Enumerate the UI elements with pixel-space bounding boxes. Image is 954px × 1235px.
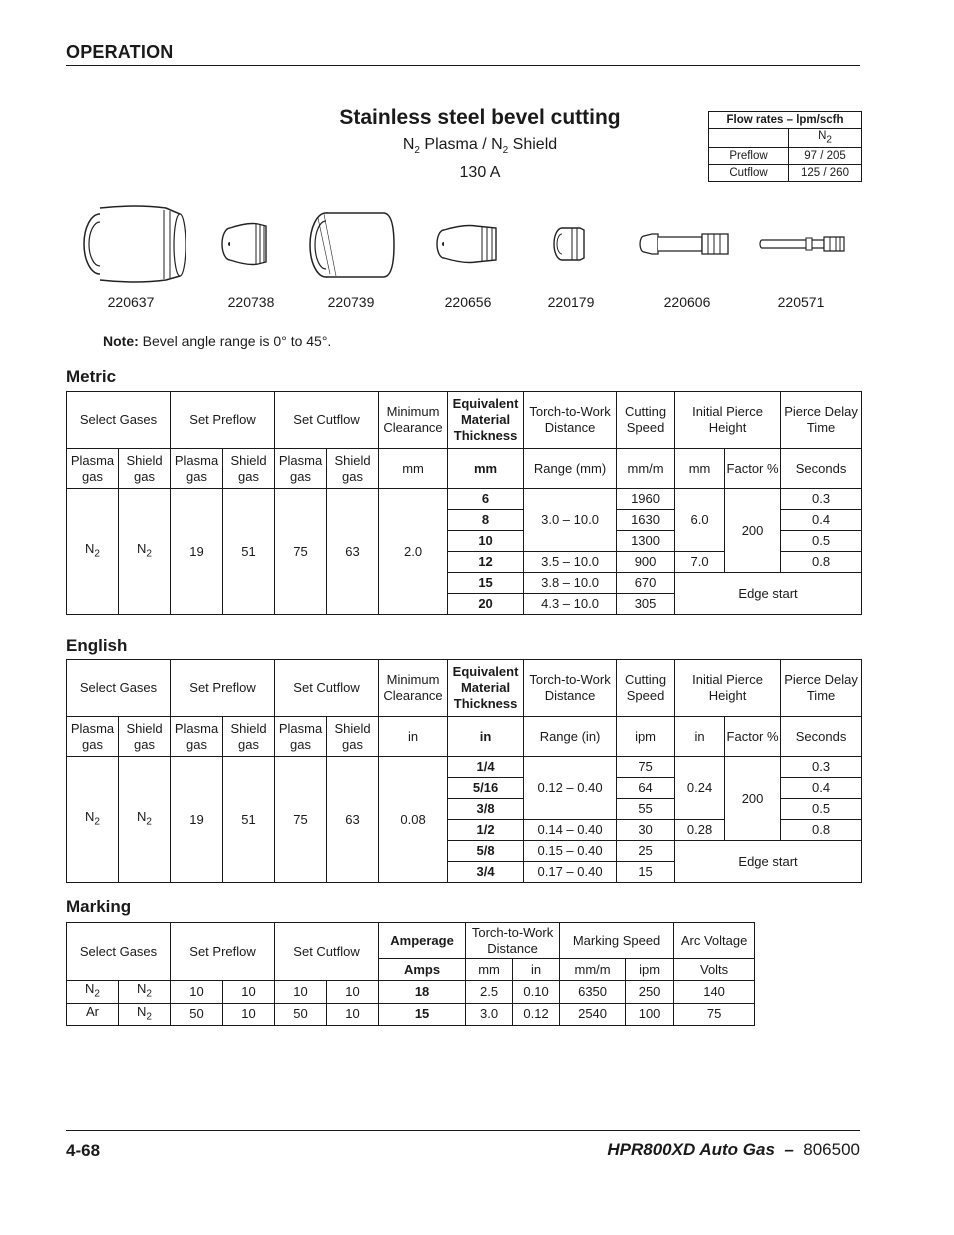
swirl-ring-part-icon (536, 200, 606, 286)
range-cell: 0.15 – 0.40 (524, 841, 617, 862)
part-number: 220606 (663, 294, 711, 310)
page-number: 4-68 (66, 1141, 101, 1160)
retaining-cap-part-icon (206, 200, 296, 286)
unit-mm: mm (466, 959, 513, 981)
metric-heading: Metric (66, 367, 117, 386)
part-swirl-ring (536, 200, 606, 310)
plasma-gas-cell (67, 489, 119, 615)
part-retaining-cap (296, 200, 406, 310)
subscript: 2 (414, 145, 420, 157)
subscript: 2 (146, 816, 152, 828)
unit-in: in (513, 959, 560, 981)
section-title: OPERATION (66, 42, 174, 62)
speed-cell: 305 (617, 594, 675, 615)
marking-table (66, 922, 755, 1026)
speed-cell: 64 (617, 778, 675, 799)
speed-cell: 15 (617, 862, 675, 883)
part-nozzle-retaining (206, 200, 296, 310)
gas-text: N (85, 540, 95, 556)
sub-plasma-gas: Plasma gas (67, 717, 119, 757)
col-cutting-speed: Cutting Speed (617, 392, 675, 449)
col-set-cutflow: Set Cutflow (275, 923, 379, 981)
page-title: Stainless steel bevel cutting (339, 106, 621, 129)
note-label: Note: (103, 333, 139, 349)
document-number: 806500 (803, 1140, 860, 1159)
title-dash: – (774, 1140, 804, 1159)
factor-cell: 200 (725, 489, 781, 573)
english-heading: English (66, 636, 128, 655)
mm-cell: 2.5 (466, 981, 513, 1004)
unit-seconds: Seconds (781, 717, 862, 757)
sub-plasma-gas: Plasma gas (171, 717, 223, 757)
sub-plasma-gas: Plasma gas (275, 717, 327, 757)
range-cell: 0.12 – 0.40 (524, 757, 617, 820)
clearance-cell: 2.0 (379, 489, 448, 615)
col-min-clearance: Minimum Clearance (379, 392, 448, 449)
subscript: 2 (146, 988, 152, 1000)
mmm-cell: 2540 (560, 1003, 626, 1026)
mm-cell: 3.0 (466, 1003, 513, 1026)
preflow-plasma-cell: 50 (171, 1003, 223, 1026)
part-number: 220738 (227, 294, 275, 310)
preflow-shield-cell: 51 (223, 489, 275, 615)
height-cell: 7.0 (675, 552, 725, 573)
factor-cell: 200 (725, 757, 781, 841)
cutflow-plasma-cell: 75 (275, 489, 327, 615)
subscript: 2 (146, 548, 152, 560)
thickness-cell: 8 (448, 510, 524, 531)
unit-thickness: in (448, 717, 524, 757)
gas-text: N (137, 808, 147, 824)
col-select-gases: Select Gases (67, 660, 171, 717)
flow-rates-title: Flow rates – lpm/scfh (709, 112, 862, 129)
plasma-gas-cell (67, 1003, 119, 1026)
plasma-gas-cell (67, 981, 119, 1004)
range-cell: 0.17 – 0.40 (524, 862, 617, 883)
unit-height: in (675, 717, 725, 757)
flow-rates-blank (709, 129, 789, 148)
part-number: 220179 (547, 294, 595, 310)
part-nozzle (426, 200, 510, 310)
sub-shield-gas: Shield gas (327, 717, 379, 757)
cutflow-plasma-cell: 10 (275, 981, 327, 1004)
flow-rates-table (708, 111, 862, 182)
speed-cell: 1630 (617, 510, 675, 531)
unit-speed: mm/m (617, 449, 675, 489)
thickness-cell: 20 (448, 594, 524, 615)
thickness-cell: 12 (448, 552, 524, 573)
electrode-part-icon (632, 200, 742, 286)
unit-ipm: ipm (626, 959, 674, 981)
range-cell: 3.8 – 10.0 (524, 573, 617, 594)
clearance-cell: 0.08 (379, 757, 448, 883)
shield-gas-cell (119, 489, 171, 615)
flow-row-value: 97 / 205 (789, 148, 862, 165)
note-text: Bevel angle range is 0° to 45°. (138, 333, 332, 349)
page-header (66, 42, 860, 66)
thickness-cell: 5/16 (448, 778, 524, 799)
volts-cell: 75 (674, 1003, 755, 1026)
range-cell: 0.14 – 0.40 (524, 820, 617, 841)
col-equiv-thickness: Equivalent Material Thickness (448, 392, 524, 449)
col-set-cutflow: Set Cutflow (275, 660, 379, 717)
amps-cell: 18 (379, 981, 466, 1004)
delay-cell: 0.3 (781, 757, 862, 778)
delay-cell: 0.8 (781, 552, 862, 573)
page-footer (66, 1130, 860, 1160)
part-shield (76, 200, 186, 310)
ipm-cell: 250 (626, 981, 674, 1004)
unit-height: mm (675, 449, 725, 489)
sub-shield-gas: Shield gas (223, 449, 275, 489)
part-number: 220637 (107, 294, 155, 310)
col-arc-voltage: Arc Voltage (674, 923, 755, 959)
col-pierce-delay: Pierce Delay Time (781, 660, 862, 717)
thickness-cell: 3/8 (448, 799, 524, 820)
col-equiv-thickness: Equivalent Material Thickness (448, 660, 524, 717)
preflow-shield-cell: 10 (223, 981, 275, 1004)
col-set-cutflow: Set Cutflow (275, 392, 379, 449)
ipm-cell: 100 (626, 1003, 674, 1026)
col-min-clearance: Minimum Clearance (379, 660, 448, 717)
sub-shield-gas: Shield gas (119, 717, 171, 757)
amperage-subtitle: 130 A (459, 164, 501, 182)
shield-part-icon (76, 200, 186, 286)
col-amperage: Amperage (379, 923, 466, 959)
speed-cell: 900 (617, 552, 675, 573)
subtitle-text: Shield (508, 136, 558, 153)
sub-plasma-gas: Plasma gas (67, 449, 119, 489)
gas-subtitle (260, 136, 700, 156)
gas-text: N (137, 981, 147, 996)
gas-text: N (137, 1003, 147, 1019)
cutflow-plasma-cell: 75 (275, 757, 327, 883)
height-cell: 6.0 (675, 489, 725, 552)
sub-plasma-gas: Plasma gas (171, 449, 223, 489)
cutflow-shield-cell: 10 (327, 981, 379, 1004)
cutflow-shield-cell: 10 (327, 1003, 379, 1026)
subtitle-text: Plasma / N (419, 136, 503, 153)
english-cut-table (66, 659, 862, 883)
unit-amps: Amps (379, 959, 466, 981)
speed-cell: 30 (617, 820, 675, 841)
unit-range: Range (mm) (524, 449, 617, 489)
amps-cell: 15 (379, 1003, 466, 1026)
flow-row-label: Cutflow (709, 165, 789, 182)
shield-gas-cell (119, 757, 171, 883)
table-row (67, 981, 755, 1004)
document-title (607, 1140, 860, 1160)
col-set-preflow: Set Preflow (171, 923, 275, 981)
preflow-plasma-cell: 10 (171, 981, 223, 1004)
thickness-cell: 10 (448, 531, 524, 552)
unit-factor: Factor % (725, 717, 781, 757)
delay-cell: 0.5 (781, 799, 862, 820)
cutflow-shield-cell: 63 (327, 757, 379, 883)
unit-mmm: mm/m (560, 959, 626, 981)
subscript: 2 (94, 816, 100, 828)
flow-row-value: 125 / 260 (789, 165, 862, 182)
height-cell: 0.28 (675, 820, 725, 841)
shield-gas-cell (119, 981, 171, 1004)
unit-speed: ipm (617, 717, 675, 757)
speed-cell: 25 (617, 841, 675, 862)
thickness-cell: 5/8 (448, 841, 524, 862)
part-number: 220739 (327, 294, 375, 310)
subscript: 2 (826, 134, 832, 146)
subscript: 2 (146, 1011, 152, 1023)
cutflow-plasma-cell: 50 (275, 1003, 327, 1026)
col-pierce-delay: Pierce Delay Time (781, 392, 862, 449)
col-initial-pierce: Initial Pierce Height (675, 660, 781, 717)
col-torch-to-work: Torch-to-Work Distance (524, 660, 617, 717)
product-name: HPR800XD Auto Gas (607, 1140, 775, 1159)
in-cell: 0.10 (513, 981, 560, 1004)
delay-cell: 0.5 (781, 531, 862, 552)
height-cell: 0.24 (675, 757, 725, 820)
speed-cell: 55 (617, 799, 675, 820)
sub-shield-gas: Shield gas (327, 449, 379, 489)
shield-gas-cell (119, 1003, 171, 1026)
part-electrode (632, 200, 742, 310)
table-row (67, 1003, 755, 1026)
range-cell: 3.0 – 10.0 (524, 489, 617, 552)
delay-cell: 0.3 (781, 489, 862, 510)
part-number: 220571 (777, 294, 825, 310)
thickness-cell: 6 (448, 489, 524, 510)
col-set-preflow: Set Preflow (171, 660, 275, 717)
speed-cell: 1960 (617, 489, 675, 510)
preflow-plasma-cell: 19 (171, 757, 223, 883)
nozzle-part-icon (426, 200, 510, 286)
col-select-gases: Select Gases (67, 392, 171, 449)
gas-text: N (137, 540, 147, 556)
unit-seconds: Seconds (781, 449, 862, 489)
speed-cell: 670 (617, 573, 675, 594)
preflow-shield-cell: 10 (223, 1003, 275, 1026)
part-number: 220656 (444, 294, 492, 310)
unit-factor: Factor % (725, 449, 781, 489)
range-cell: 4.3 – 10.0 (524, 594, 617, 615)
unit-volts: Volts (674, 959, 755, 981)
preflow-shield-cell: 51 (223, 757, 275, 883)
subscript: 2 (94, 548, 100, 560)
edge-start-cell: Edge start (675, 573, 862, 615)
bevel-note (103, 333, 331, 349)
unit-range: Range (in) (524, 717, 617, 757)
col-torch-to-work: Torch-to-Work Distance (466, 923, 560, 959)
thickness-cell: 1/2 (448, 820, 524, 841)
col-select-gases: Select Gases (67, 923, 171, 981)
gas-text: Ar (86, 1003, 99, 1019)
preflow-plasma-cell: 19 (171, 489, 223, 615)
unit-clearance: in (379, 717, 448, 757)
col-set-preflow: Set Preflow (171, 392, 275, 449)
sub-shield-gas: Shield gas (119, 449, 171, 489)
thickness-cell: 1/4 (448, 757, 524, 778)
gas-text: N (85, 808, 95, 824)
range-cell: 3.5 – 10.0 (524, 552, 617, 573)
edge-start-cell: Edge start (675, 841, 862, 883)
col-initial-pierce: Initial Pierce Height (675, 392, 781, 449)
col-torch-to-work: Torch-to-Work Distance (524, 392, 617, 449)
unit-clearance: mm (379, 449, 448, 489)
mmm-cell: 6350 (560, 981, 626, 1004)
gas-text: N (818, 130, 827, 142)
plasma-gas-cell (67, 757, 119, 883)
sub-plasma-gas: Plasma gas (275, 449, 327, 489)
subtitle-text: N (402, 136, 415, 153)
sub-shield-gas: Shield gas (223, 717, 275, 757)
subscript: 2 (502, 145, 509, 157)
unit-thickness: mm (448, 449, 524, 489)
thickness-cell: 15 (448, 573, 524, 594)
in-cell: 0.12 (513, 1003, 560, 1026)
speed-cell: 75 (617, 757, 675, 778)
speed-cell: 1300 (617, 531, 675, 552)
col-cutting-speed: Cutting Speed (617, 660, 675, 717)
gas-text: N (85, 981, 95, 996)
consumable-parts (66, 200, 860, 310)
water-tube-part-icon (746, 200, 856, 286)
marking-heading: Marking (66, 897, 132, 916)
volts-cell: 140 (674, 981, 755, 1004)
cutflow-shield-cell: 63 (327, 489, 379, 615)
cap-part-icon (296, 200, 406, 286)
subscript: 2 (94, 988, 100, 1000)
part-water-tube (746, 200, 856, 310)
delay-cell: 0.8 (781, 820, 862, 841)
metric-cut-table (66, 391, 862, 615)
thickness-cell: 3/4 (448, 862, 524, 883)
delay-cell: 0.4 (781, 778, 862, 799)
title-block (260, 106, 700, 182)
flow-rates-gas (789, 129, 862, 148)
col-marking-speed: Marking Speed (560, 923, 674, 959)
flow-row-label: Preflow (709, 148, 789, 165)
delay-cell: 0.4 (781, 510, 862, 531)
